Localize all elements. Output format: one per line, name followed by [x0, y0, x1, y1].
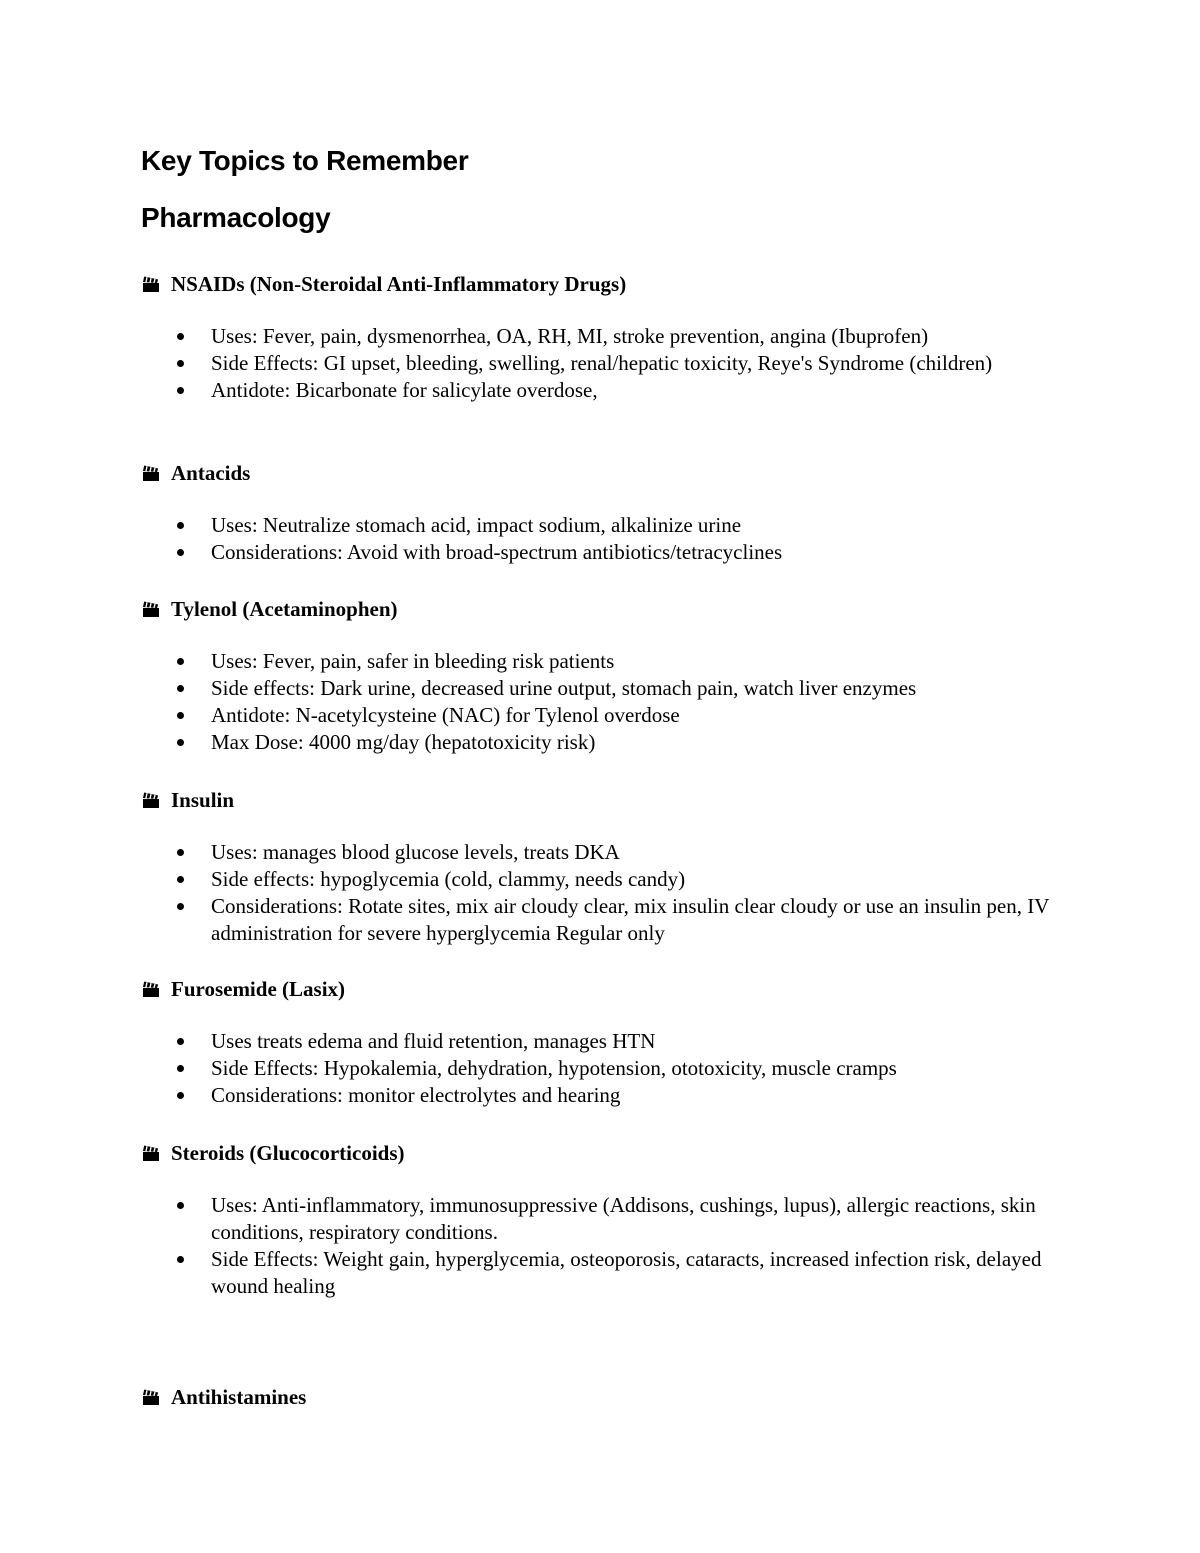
bullet-icon	[177, 712, 184, 719]
clapperboard-icon	[141, 275, 161, 293]
bullet-icon	[177, 685, 184, 692]
list-item	[141, 675, 1051, 702]
document-subtitle: Pharmacology	[141, 202, 331, 233]
list-item-text: Side effects: Dark urine, decreased urine output, stomach pain, watch liver enzymes	[211, 676, 917, 700]
section-heading	[141, 1140, 1041, 1166]
list-item-text: Antidote: N-acetylcysteine (NAC) for Tylenol overdose	[211, 703, 680, 727]
bullet-icon	[177, 522, 184, 529]
bullet-icon	[177, 360, 184, 367]
section-heading	[141, 460, 1041, 486]
section-heading-label: Tylenol (Acetaminophen)	[171, 597, 398, 621]
list-item	[141, 323, 1051, 350]
clapperboard-icon	[141, 464, 161, 482]
section-heading-label: Steroids (Glucocorticoids)	[171, 1141, 405, 1165]
bullet-list	[141, 323, 1041, 404]
section	[141, 460, 1041, 566]
list-item	[141, 1246, 1051, 1300]
list-item	[141, 539, 1051, 566]
bullet-icon	[177, 1065, 184, 1072]
section	[141, 596, 1041, 756]
section	[141, 271, 1041, 404]
list-item	[141, 702, 1051, 729]
list-item-text: Max Dose: 4000 mg/day (hepatotoxicity risk)	[211, 730, 596, 754]
list-item-text: Considerations: Rotate sites, mix air cloudy clear, mix insulin clear cloudy or use an insulin pen, IV administration for severe hyperglycemia Regular only	[211, 894, 1050, 945]
list-item	[141, 1082, 1051, 1109]
bullet-icon	[177, 1092, 184, 1099]
list-item-text: Uses treats edema and fluid retention, manages HTN	[211, 1029, 656, 1053]
document-title: Key Topics to Remember	[141, 145, 469, 176]
list-item	[141, 893, 1051, 947]
bullet-list	[141, 1028, 1041, 1109]
section-heading	[141, 1384, 1041, 1410]
list-item-text: Uses: Fever, pain, safer in bleeding risk patients	[211, 649, 615, 673]
bullet-icon	[177, 849, 184, 856]
section-heading	[141, 271, 1041, 297]
section	[141, 1384, 1041, 1410]
list-item	[141, 377, 1051, 404]
list-item-text: Uses: Fever, pain, dysmenorrhea, OA, RH, MI, stroke prevention, angina (Ibuprofen)	[211, 324, 929, 348]
list-item	[141, 839, 1051, 866]
clapperboard-icon	[141, 791, 161, 809]
section-heading-label: Insulin	[171, 788, 235, 812]
list-item-text: Side Effects: GI upset, bleeding, swelling, renal/hepatic toxicity, Reye's Syndrome (children)	[211, 351, 993, 375]
section-heading-label: Antacids	[171, 461, 251, 485]
list-item	[141, 648, 1051, 675]
list-item	[141, 350, 1051, 377]
clapperboard-icon	[141, 1388, 161, 1406]
bullet-icon	[177, 903, 184, 910]
list-item	[141, 1192, 1051, 1246]
list-item-text: Uses: Anti-inflammatory, immunosuppressive (Addisons, cushings, lupus), allergic reactions, skin conditions, respiratory conditions.	[211, 1193, 1036, 1244]
bullet-icon	[177, 1256, 184, 1263]
section	[141, 787, 1050, 947]
list-item	[141, 866, 1051, 893]
list-item	[141, 729, 1051, 756]
list-item-text: Uses: manages blood glucose levels, treats DKA	[211, 840, 620, 864]
section-heading-label: NSAIDs (Non-Steroidal Anti-Inflammatory Drugs)	[171, 272, 627, 296]
clapperboard-icon	[141, 1144, 161, 1162]
section	[141, 1140, 1041, 1300]
list-item-text: Side Effects: Hypokalemia, dehydration, hypotension, ototoxicity, muscle cramps	[211, 1056, 897, 1080]
list-item-text: Considerations: Avoid with broad-spectrum antibiotics/tetracyclines	[211, 540, 783, 564]
section-heading-label: Furosemide (Lasix)	[171, 977, 346, 1001]
bullet-icon	[177, 1038, 184, 1045]
list-item-text: Side effects: hypoglycemia (cold, clammy, needs candy)	[211, 867, 686, 891]
bullet-icon	[177, 658, 184, 665]
clapperboard-icon	[141, 980, 161, 998]
list-item	[141, 1055, 1051, 1082]
section-heading	[141, 787, 1041, 813]
list-item-text: Uses: Neutralize stomach acid, impact sodium, alkalinize urine	[211, 513, 742, 537]
bullet-list	[141, 1192, 1041, 1300]
section-heading	[141, 976, 1041, 1002]
bullet-icon	[177, 876, 184, 883]
bullet-list	[141, 839, 1050, 947]
bullet-icon	[177, 739, 184, 746]
list-item-text: Considerations: monitor electrolytes and hearing	[211, 1083, 621, 1107]
clapperboard-icon	[141, 600, 161, 618]
bullet-list	[141, 648, 1041, 756]
list-item-text: Antidote: Bicarbonate for salicylate overdose,	[211, 378, 598, 402]
bullet-icon	[177, 333, 184, 340]
list-item	[141, 512, 1051, 539]
bullet-icon	[177, 387, 184, 394]
list-item-text: Side Effects: Weight gain, hyperglycemia, osteoporosis, cataracts, increased infection risk, delayed wound healing	[211, 1247, 1042, 1298]
section-heading	[141, 596, 1041, 622]
section-heading-label: Antihistamines	[171, 1385, 307, 1409]
bullet-icon	[177, 1202, 184, 1209]
bullet-list	[141, 512, 1041, 566]
list-item	[141, 1028, 1051, 1055]
section	[141, 976, 1041, 1109]
bullet-icon	[177, 549, 184, 556]
